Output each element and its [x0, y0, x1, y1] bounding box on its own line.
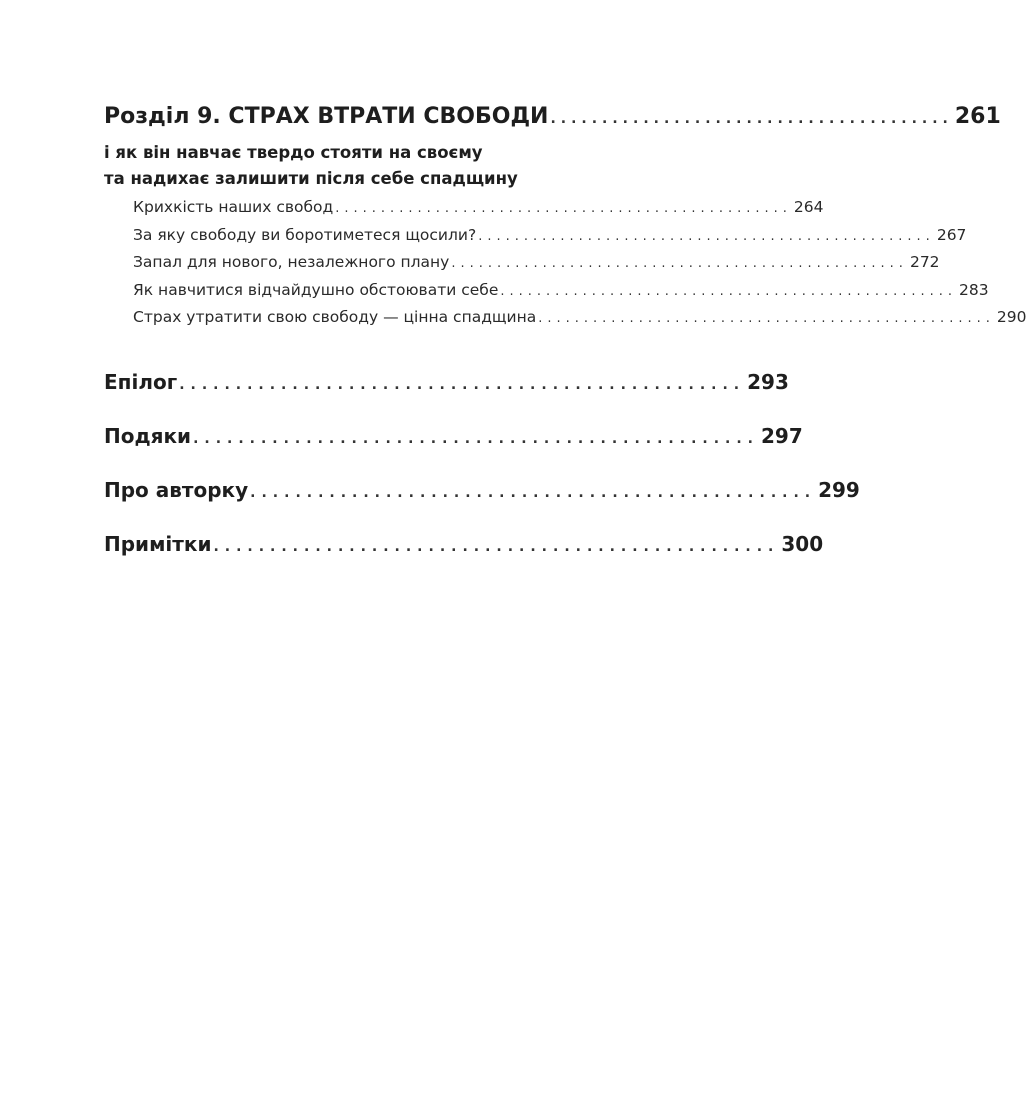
chapter-title-row: [104, 104, 1001, 138]
section-list: [133, 198, 1026, 336]
back-matter-entry: [104, 423, 803, 478]
back-matter-title: Про авторку: [104, 477, 249, 502]
back-matter-page-number: 297: [760, 423, 803, 448]
leader-dots: ..................................................: [538, 311, 995, 326]
back-matter-title: Примітки: [104, 531, 212, 556]
chapter-subtitle: [104, 140, 670, 192]
section-entry: [133, 280, 989, 309]
section-page-number: 283: [959, 280, 989, 299]
back-matter-title: Епілог: [104, 369, 178, 394]
chapter-subtitle-line: та надихає залишити після себе спадщину: [104, 169, 518, 188]
section-entry: [133, 198, 824, 226]
leader-dots: ..................................................: [193, 430, 759, 447]
section-entry: [133, 253, 940, 281]
leader-dots: ..................................................: [478, 228, 935, 244]
section-entry: [133, 308, 1026, 336]
section-title: Страх утратити свою свободу — цінна спадщина: [133, 308, 537, 326]
leader-dots: ..................................................: [250, 484, 817, 501]
back-matter-entry: [104, 369, 789, 424]
section-page-number: 267: [936, 225, 967, 244]
back-matter-list: [104, 369, 860, 586]
leader-dots: ..................................................: [179, 376, 746, 393]
leader-dots: ..................................................: [213, 538, 780, 555]
leader-dots: ..................................................: [500, 283, 958, 299]
section-title: Запал для нового, незалежного плану: [133, 253, 450, 271]
chapter-page-number: 261: [954, 104, 1001, 129]
back-matter-page-number: 300: [781, 531, 824, 556]
leader-dots: ..................................................: [335, 201, 792, 216]
section-entry: [133, 225, 967, 254]
back-matter-page-number: 299: [818, 477, 860, 502]
leader-dots: ..................................................: [451, 256, 908, 271]
leader-dots: .......................................: [550, 111, 953, 127]
back-matter-title: Подяки: [104, 423, 192, 448]
section-title: Як навчитися відчайдушно обстоювати себе: [133, 280, 499, 299]
chapter-subtitle-line: і як він навчає твердо стояти на своєму: [104, 143, 483, 162]
back-matter-entry: [104, 531, 824, 586]
back-matter-entry: [104, 477, 860, 532]
table-of-contents: [104, 104, 1026, 586]
section-page-number: 272: [909, 253, 940, 271]
section-page-number: 290: [996, 308, 1026, 326]
section-page-number: 264: [793, 198, 824, 216]
back-matter-page-number: 293: [747, 369, 789, 394]
section-title: За яку свободу ви боротиметеся щосили?: [133, 225, 477, 244]
chapter-title: Розділ 9. СТРАХ ВТРАТИ СВОБОДИ: [104, 104, 549, 129]
section-title: Крихкість наших свобод: [133, 198, 334, 216]
